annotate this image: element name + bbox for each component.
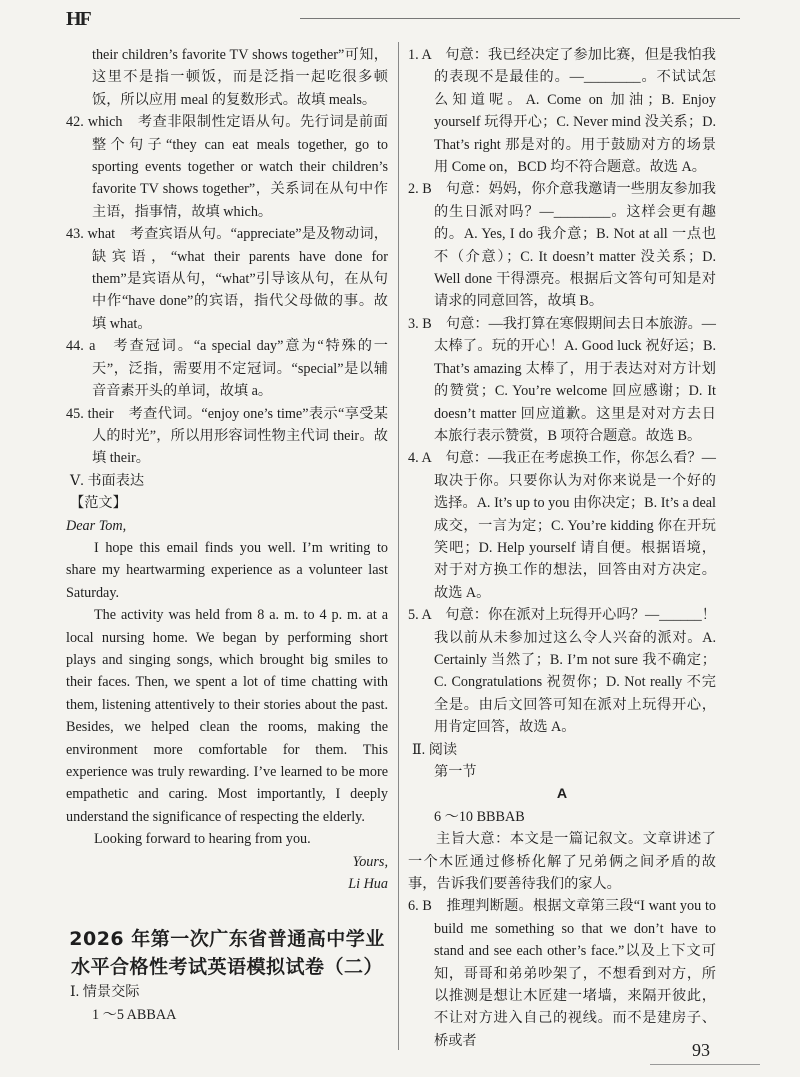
right-paragraph: 4. A 句意：—我正在考虑换工作，你怎么看？—取决于你。只要你认为对你来说是一个好的选择。A. It’s up to you 由你决定；B. It’s a deal 成交，一言为定；C. You’re kidding 你在开玩笑吧；D. Help yourself 请自便。根据语境，对于对方换工作的想法，回答由对方决定。故选 A。 <box>408 450 716 601</box>
left-paragraph: their children’s favorite TV shows together”可知，这里不是指一顿饭，而是泛指一起吃很多顿饭，所以应用 meal 的复数形式。故填 meals。 <box>92 47 388 108</box>
left-paragraph: Yours, <box>352 853 388 870</box>
left-paragraph: Dear Tom, <box>66 517 127 534</box>
left-paragraph: 1 ～5 ABBAA <box>92 1006 177 1023</box>
left-paragraph: Ⅰ. 情景交际 <box>70 984 140 1001</box>
left-paragraph: Li Hua <box>348 876 388 893</box>
right-paragraph: 2. B 句意：妈妈，你介意我邀请一些朋友参加我的生日派对吗？—________。这样会更有趣的。A. Yes, I do 我介意；B. Not at all 一点也不（介意）；C. It doesn’t matter 没关系；D. Well done 干得漂亮。根据后文答句可知是对请求的同意回答，故填 B。 <box>408 181 716 310</box>
right-paragraph: 5. A 句意：你在派对上玩得开心吗？—______！我以前从未参加过这么令人兴奋的派对。A. Certainly 当然了；B. I’m not sure 我不确定；C. Congratulations 祝贺你；D. Not really 不完全是。由后文回答可知在派对上玩得开心，用肯定回答，故选 A。 <box>408 607 716 736</box>
right-paragraph: 6 ～10 BBBAB <box>434 808 525 825</box>
right-paragraph: 主旨大意：本文是一篇记叙文。文章讲述了一个木匠通过修桥化解了兄弟俩之间矛盾的故事，告诉我们要善待我们的家人。 <box>408 831 716 893</box>
page-number: 93 <box>692 1040 710 1060</box>
left-paragraph: I hope this email finds you well. I’m writing to share my heartwarming experience as a volunteer last Saturday. <box>66 539 388 601</box>
left-paragraph: 2026 年第一次广东省普通高中学业水平合格性考试英语模拟试卷（二） <box>69 928 385 979</box>
right-paragraph: Ⅱ. 阅读 <box>412 741 458 758</box>
column-divider <box>398 42 399 1050</box>
header-rule <box>300 18 740 19</box>
right-paragraph: A <box>556 786 568 803</box>
left-paragraph: The activity was held from 8 a. m. to 4 p. m. at a local nursing home. We began by performing short plays and singing songs, which brought big smiles to their faces. Then, we spent a lot of time chatting with them, listening attentively to their stories about the past. Besides, we helped clean the rooms, making the environment more comfortable for them. This experience was truly rewarding. I’ve learned to be more empathetic and caring. Most importantly, I deeply understand the significance of respecting the elderly. <box>66 607 388 825</box>
right-paragraph: 3. B 句意：—我打算在寒假期间去日本旅游。—太棒了。玩的开心！A. Good luck 祝好运；B. That’s amazing 太棒了，用于表达对对方计划的赞赏；C. You’re welcome 回应感谢；D. It doesn’t matter 回应道歉。这里是对对方去日本旅行表示赞赏，B 项符合题意。故选 B。 <box>408 315 716 444</box>
right-paragraph: 6. B 推理判断题。根据文章第三段“I want you to build me something so that we don’t have to stand and see each other’s face.”以及上下文可知，哥哥和弟弟吵架了，不想看到对方，所以推测是想让木匠建一堵墙，来隔开彼此，不让对方进入自己的视线。而不是建房子、桥或者 <box>408 898 716 1049</box>
right-column <box>408 44 716 1052</box>
right-paragraph: 1. A 句意：我已经决定了参加比赛，但是我怕我的表现不是最佳的。—________。不试试怎么知道呢。A. Come on 加油；B. Enjoy yourself 玩得开心；C. Never mind 没关系；D. That’s right 那是对的。用于鼓励对方的场景用 Come on，BCD 均不符合题意。故选 A。 <box>408 47 716 176</box>
left-paragraph: 44. a 考查冠词。“a special day”意为“特殊的一天”，泛指，需要用不定冠词。“special”是以辅音音素开头的单词，故填 a。 <box>66 338 388 400</box>
page-number-swoosh <box>650 1064 760 1065</box>
left-paragraph: 43. what 考查宾语从句。“appreciate”是及物动词，缺宾语，“what their parents have done for them”是宾语从句，“what”引导该从句，在从句中作“have done”的宾语，指代父母做的事。故填 what。 <box>66 226 388 332</box>
left-paragraph: 45. their 考查代词。“enjoy one’s time”表示“享受某人的时光”，所以用形容词性物主代词 their。故填 their。 <box>66 405 388 467</box>
left-paragraph: 【范文】 <box>70 495 127 512</box>
header-logo: HF <box>66 8 90 30</box>
left-column <box>66 44 388 1026</box>
right-paragraph: 第一节 <box>434 764 477 780</box>
left-paragraph: Looking forward to hearing from you. <box>94 831 311 848</box>
left-paragraph: Ⅴ. 书面表达 <box>70 472 145 489</box>
left-paragraph: 42. which 考查非限制性定语从句。先行词是前面整个句子“they can eat meals together, go to sporting events together or watch their children’s favorite TV shows together”，关系词在从句中作主语，指事情，故填 which。 <box>66 114 388 220</box>
